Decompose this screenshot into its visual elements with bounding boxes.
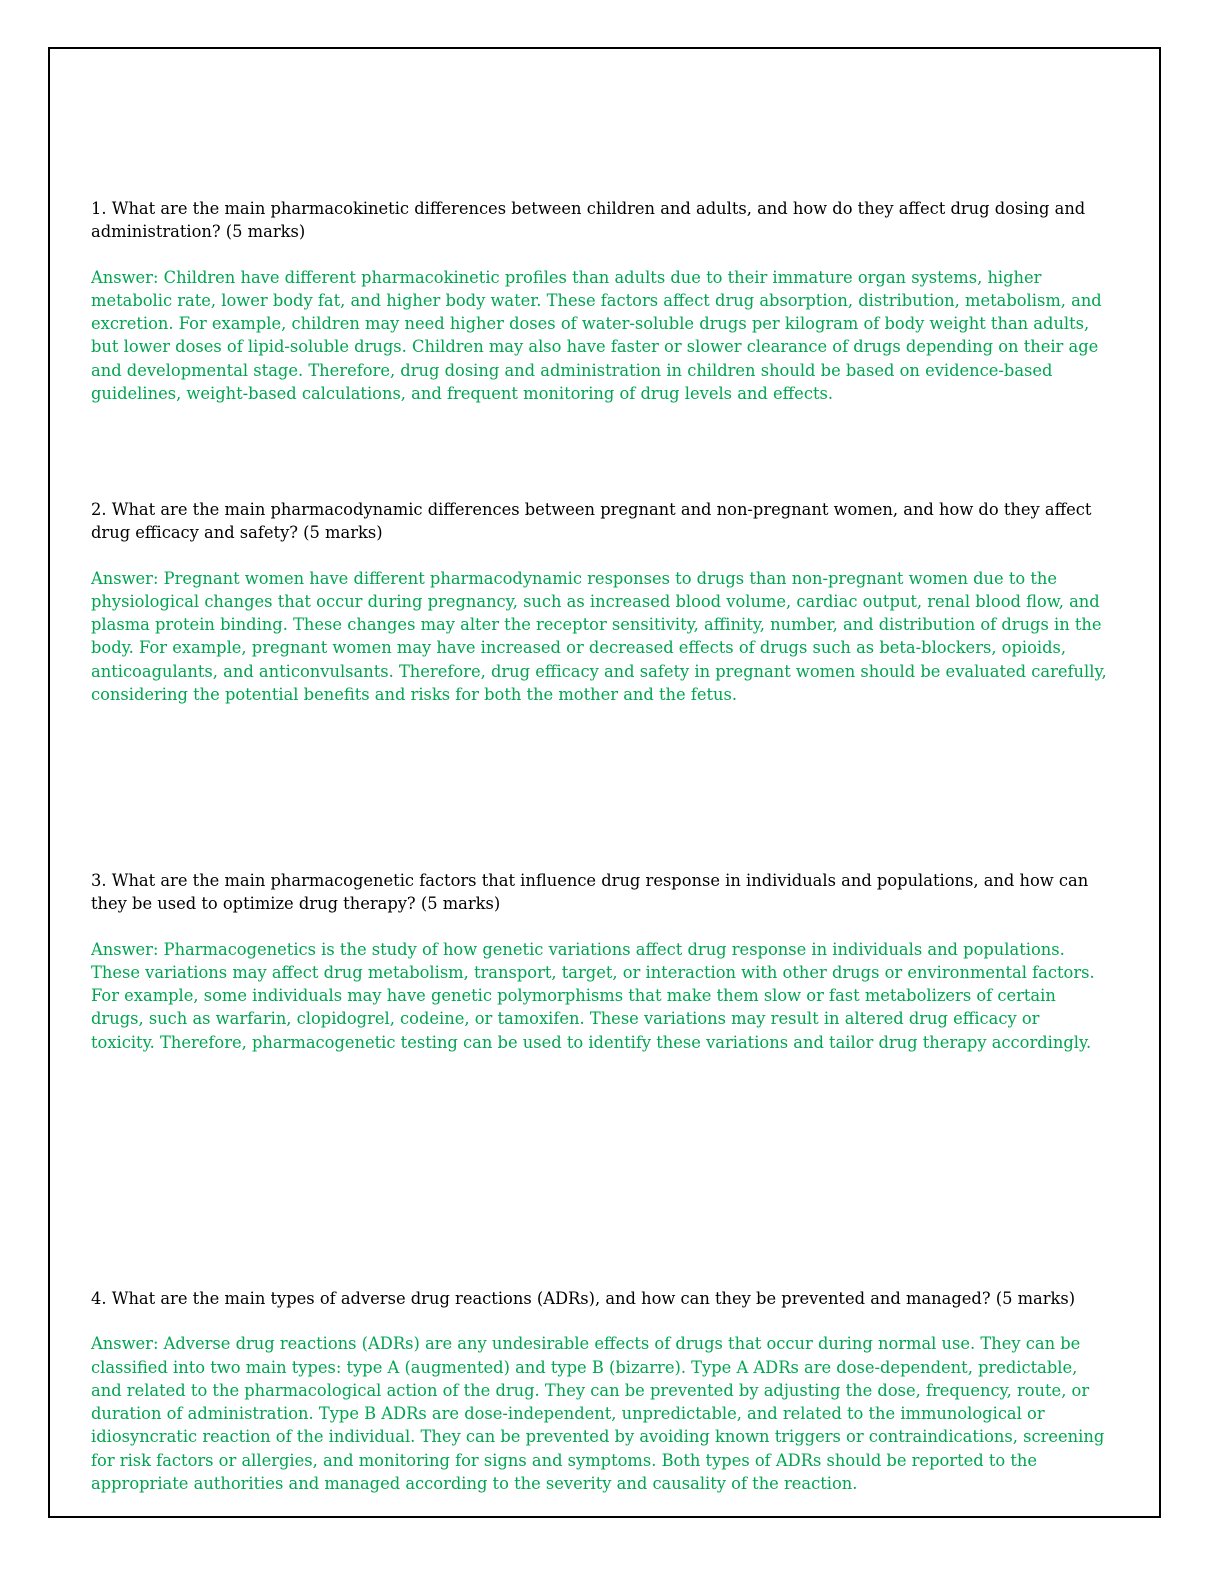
question-2: 2. What are the main pharmacodynamic differences between pregnant and non-pregnant women, and how do they affect drug efficacy and safety? (5 marks) bbox=[91, 500, 1092, 543]
qa-block-4 bbox=[91, 1287, 1107, 1495]
answer-1: Answer: Children have different pharmacokinetic profiles than adults due to their immature organ systems, higher metabolic rate, lower body fat, and higher body water. These factors affect drug absorption, distribution, metabolism, and excretion. For example, children may need higher doses of water-soluble drugs per kilogram of body weight than adults, but lower doses of lipid-soluble drugs. Children may also have faster or slower clearance of drugs depending on their age and developmental stage. Therefore, drug dosing and administration in children should be based on evidence-based guidelines, weight-based calculations, and frequent monitoring of drug levels and effects. bbox=[91, 267, 1102, 404]
answer-2: Answer: Pregnant women have different pharmacodynamic responses to drugs than non-pregnant women due to the physiological changes that occur during pregnancy, such as increased blood volume, cardiac output, renal blood flow, and plasma protein binding. These changes may alter the receptor sensitivity, affinity, number, and distribution of drugs in the body. For example, pregnant women may have increased or decreased effects of drugs such as beta-blockers, opioids, anticoagulants, and anticonvulsants. Therefore, drug efficacy and safety in pregnant women should be evaluated carefully, considering the potential benefits and risks for both the mother and the fetus. bbox=[91, 568, 1107, 705]
answer-4: Answer: Adverse drug reactions (ADRs) are any undesirable effects of drugs that occur during normal use. They can be classified into two main types: type A (augmented) and type B (bizarre). Type A ADRs are dose-dependent, predictable, and related to the pharmacological action of the drug. They can be prevented by adjusting the dose, frequency, route, or duration of administration. Type B ADRs are dose-independent, unpredictable, and related to the immunological or idiosyncratic reaction of the individual. They can be prevented by avoiding known triggers or contraindications, screening for risk factors or allergies, and monitoring for signs and symptoms. Both types of ADRs should be reported to the appropriate authorities and managed according to the severity and causality of the reaction. bbox=[91, 1334, 1105, 1494]
qa-block-1 bbox=[91, 197, 1107, 405]
answer-3: Answer: Pharmacogenetics is the study of how genetic variations affect drug response in individuals and populations. These variations may affect drug metabolism, transport, target, or interaction with other drugs or environmental factors. For example, some individuals may have genetic polymorphisms that make them slow or fast metabolizers of certain drugs, such as warfarin, clopidogrel, codeine, or tamoxifen. These variations may result in altered drug efficacy or toxicity. Therefore, pharmacogenetic testing can be used to identify these variations and tailor drug therapy accordingly. bbox=[91, 939, 1095, 1052]
question-1: 1. What are the main pharmacokinetic differences between children and adults, and how do they affect drug dosing and administration? (5 marks) bbox=[91, 199, 1086, 242]
question-3: 3. What are the main pharmacogenetic factors that influence drug response in individuals and populations, and how can they be used to optimize drug therapy? (5 marks) bbox=[91, 871, 1089, 914]
question-4: 4. What are the main types of adverse drug reactions (ADRs), and how can they be prevented and managed? (5 marks) bbox=[91, 1289, 1076, 1308]
qa-block-3 bbox=[91, 869, 1107, 1054]
qa-block-2 bbox=[91, 498, 1107, 706]
